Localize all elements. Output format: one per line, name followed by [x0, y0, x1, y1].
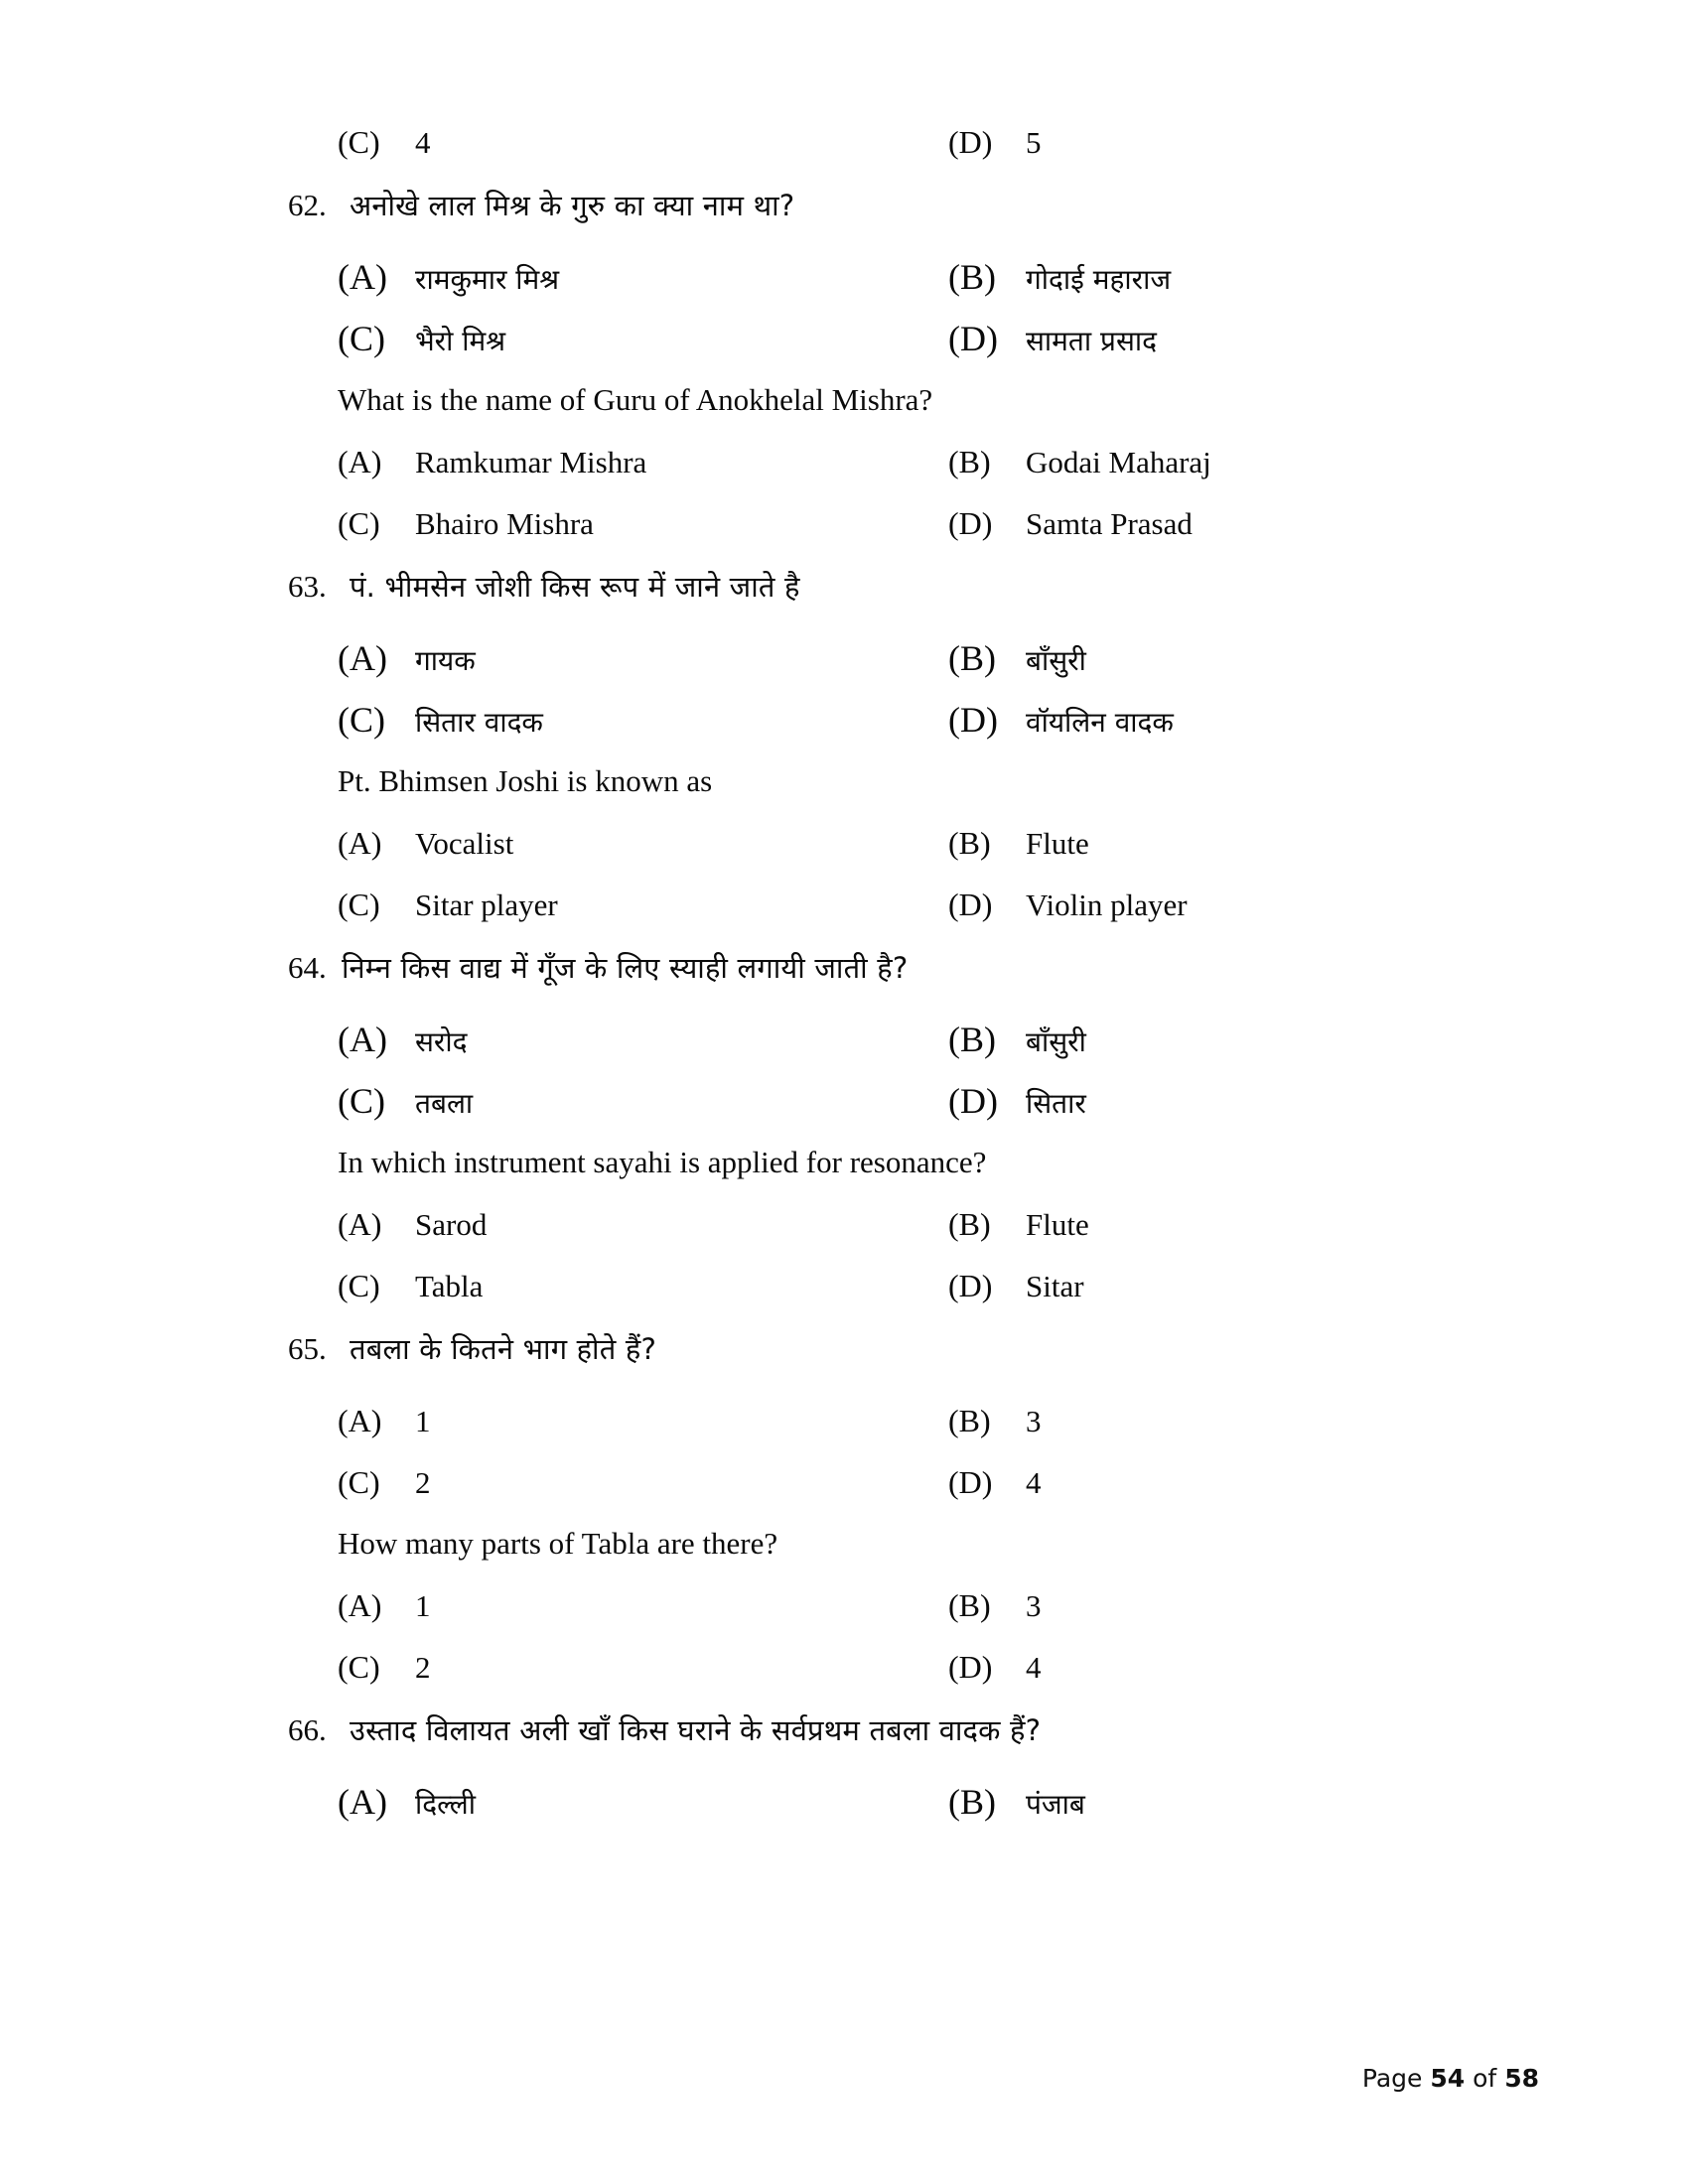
question-text: In which instrument sayahi is applied for resonance?: [338, 1145, 987, 1179]
option-key: (A): [338, 1403, 382, 1438]
option-key: (B): [948, 1782, 996, 1822]
option-key: (B): [948, 638, 996, 678]
option-row: [0, 1574, 1688, 1636]
option-value: Godai Maharaj: [1026, 445, 1211, 479]
option-value: सामता प्रसाद: [1026, 325, 1158, 357]
option-value: 3: [1026, 1404, 1042, 1438]
option-value: बाँसुरी: [1026, 1025, 1086, 1058]
option-b[interactable]: [948, 246, 1171, 316]
option-b[interactable]: [948, 1193, 1089, 1262]
option-key: (D): [948, 319, 998, 358]
option-key: (C): [338, 124, 380, 160]
option-d[interactable]: [948, 689, 1174, 758]
option-value: दिल्ली: [415, 1788, 476, 1821]
option-d[interactable]: [948, 1451, 1042, 1520]
option-c[interactable]: [338, 1255, 483, 1323]
option-value: 1: [415, 1588, 431, 1623]
option-row: [0, 627, 1688, 689]
option-value: वॉयलिन वादक: [1026, 706, 1174, 739]
page-footer: [1362, 2064, 1539, 2093]
option-d[interactable]: [948, 1070, 1086, 1140]
option-key: (B): [948, 1206, 991, 1242]
option-key: (D): [948, 505, 993, 541]
option-value: Samta Prasad: [1026, 506, 1193, 541]
option-value: Sarod: [415, 1207, 488, 1242]
option-a[interactable]: [338, 1009, 468, 1078]
footer-of-label: of: [1473, 2064, 1497, 2093]
option-value: 2: [415, 1650, 431, 1685]
option-key: (A): [338, 638, 387, 678]
question-number: 64.: [288, 950, 327, 985]
option-d[interactable]: [948, 1636, 1042, 1705]
option-value: Tabla: [415, 1269, 484, 1303]
option-key: (A): [338, 1782, 387, 1822]
option-key: (D): [948, 1081, 998, 1121]
option-row: [0, 1255, 1688, 1316]
option-key: (B): [948, 257, 996, 297]
option-key: (D): [948, 1649, 993, 1685]
question-text: उस्ताद विलायत अली खाँ किस घराने के सर्वप्रथम तबला वादक हैं?: [350, 1713, 1042, 1747]
option-key: (D): [948, 700, 998, 740]
option-value: Ramkumar Mishra: [415, 445, 647, 479]
option-b[interactable]: [948, 812, 1089, 881]
option-row: [0, 1193, 1688, 1255]
option-a[interactable]: [338, 1193, 487, 1262]
option-key: (C): [338, 319, 385, 358]
option-value: रामकुमार मिश्र: [415, 263, 560, 296]
question-text: निम्न किस वाद्य में गूँज के लिए स्याही लगायी जाती है?: [342, 951, 909, 985]
question-text: How many parts of Tabla are there?: [338, 1526, 778, 1561]
question-stem-hindi: [0, 935, 1688, 1001]
option-key: (B): [948, 444, 991, 479]
option-c[interactable]: [338, 689, 543, 758]
option-key: (C): [338, 1268, 380, 1303]
question-stem-english: [0, 1132, 1688, 1193]
option-d[interactable]: [948, 111, 1042, 180]
question-text: अनोखे लाल मिश्र के गुरु का क्या नाम था?: [350, 189, 795, 222]
option-c[interactable]: [338, 1451, 431, 1520]
option-row: [0, 431, 1688, 492]
option-value: Flute: [1026, 826, 1089, 861]
option-value: Bhairo Mishra: [415, 506, 594, 541]
footer-total-pages: 58: [1504, 2064, 1539, 2093]
option-value: Violin player: [1026, 887, 1188, 922]
option-key: (D): [948, 887, 993, 922]
option-value: 2: [415, 1465, 431, 1500]
option-a[interactable]: [338, 812, 513, 881]
option-a[interactable]: [338, 1574, 431, 1643]
option-row: [0, 1451, 1688, 1513]
option-row: [0, 1636, 1688, 1698]
option-row: [0, 1009, 1688, 1070]
option-row: [0, 246, 1688, 308]
option-c[interactable]: [338, 1636, 431, 1705]
option-value: तबला: [415, 1087, 474, 1120]
option-value: 4: [415, 125, 431, 160]
question-number: 63.: [288, 569, 327, 604]
carryover-option-row: [0, 111, 1688, 173]
option-value: Sitar player: [415, 887, 558, 922]
option-key: (B): [948, 825, 991, 861]
question-text: पं. भीमसेन जोशी किस रूप में जाने जाते है: [350, 570, 800, 604]
option-key: (C): [338, 887, 380, 922]
option-a[interactable]: [338, 246, 559, 316]
option-row: [0, 308, 1688, 369]
option-key: (A): [338, 444, 382, 479]
option-value: 3: [1026, 1588, 1042, 1623]
option-key: (A): [338, 257, 387, 297]
option-row: [0, 874, 1688, 935]
option-key: (D): [948, 1464, 993, 1500]
option-row: [0, 689, 1688, 751]
option-row: [0, 1771, 1688, 1833]
option-key: (B): [948, 1587, 991, 1623]
option-key: (D): [948, 124, 993, 160]
footer-current-page: 54: [1430, 2064, 1466, 2093]
option-b[interactable]: [948, 431, 1211, 499]
option-row: [0, 1070, 1688, 1132]
question-stem-english: [0, 751, 1688, 812]
option-b[interactable]: [948, 1390, 1042, 1458]
option-value: Sitar: [1026, 1269, 1084, 1303]
option-value: पंजाब: [1026, 1788, 1085, 1821]
option-row: [0, 1390, 1688, 1451]
option-row: [0, 492, 1688, 554]
option-value: सितार वादक: [415, 706, 543, 739]
option-value: भैरो मिश्र: [415, 325, 506, 357]
question-number: 65.: [288, 1331, 327, 1366]
option-key: (A): [338, 1587, 382, 1623]
option-key: (B): [948, 1403, 991, 1438]
option-value: 4: [1026, 1465, 1042, 1500]
option-value: सितार: [1026, 1087, 1086, 1120]
option-row: [0, 812, 1688, 874]
option-key: (C): [338, 1081, 385, 1121]
option-key: (B): [948, 1020, 996, 1059]
option-key: (C): [338, 505, 380, 541]
question-text: Pt. Bhimsen Joshi is known as: [338, 763, 713, 798]
option-b[interactable]: [948, 1574, 1042, 1643]
option-key: (D): [948, 1268, 993, 1303]
option-a[interactable]: [338, 627, 476, 697]
question-stem-english: [0, 1513, 1688, 1574]
question-number: 66.: [288, 1712, 327, 1747]
option-a[interactable]: [338, 1771, 476, 1841]
option-b[interactable]: [948, 627, 1086, 697]
option-key: (C): [338, 1649, 380, 1685]
option-value: बाँसुरी: [1026, 644, 1086, 677]
option-c[interactable]: [338, 492, 594, 561]
option-key: (C): [338, 1464, 380, 1500]
question-text: तबला के कितने भाग होते हैं?: [350, 1332, 657, 1366]
question-number: 62.: [288, 188, 327, 222]
option-value: 5: [1026, 125, 1042, 160]
option-b[interactable]: [948, 1771, 1085, 1841]
option-key: (A): [338, 1020, 387, 1059]
option-d[interactable]: [948, 874, 1188, 942]
option-key: (C): [338, 700, 385, 740]
option-value: सरोद: [415, 1025, 468, 1058]
question-stem-hindi: [0, 1316, 1688, 1382]
option-key: (A): [338, 1206, 382, 1242]
option-value: 4: [1026, 1650, 1042, 1685]
option-key: (A): [338, 825, 382, 861]
question-stem-hindi: [0, 1698, 1688, 1763]
option-c[interactable]: [338, 308, 505, 377]
option-d[interactable]: [948, 308, 1157, 377]
option-value: Vocalist: [415, 826, 514, 861]
option-a[interactable]: [338, 1390, 431, 1458]
option-value: गोदाई महाराज: [1026, 263, 1172, 296]
footer-page-label: Page: [1361, 2064, 1423, 2093]
option-b[interactable]: [948, 1009, 1086, 1078]
option-c[interactable]: [338, 1070, 473, 1140]
question-stem-english: [0, 369, 1688, 431]
option-value: Flute: [1026, 1207, 1089, 1242]
option-a[interactable]: [338, 431, 646, 499]
question-text: What is the name of Guru of Anokhelal Mishra?: [338, 382, 933, 417]
option-value: 1: [415, 1404, 431, 1438]
option-d[interactable]: [948, 492, 1193, 561]
option-c[interactable]: [338, 111, 431, 180]
option-c[interactable]: [338, 874, 558, 942]
question-stem-hindi: [0, 173, 1688, 238]
question-stem-hindi: [0, 554, 1688, 619]
option-value: गायक: [415, 644, 476, 677]
option-d[interactable]: [948, 1255, 1084, 1323]
